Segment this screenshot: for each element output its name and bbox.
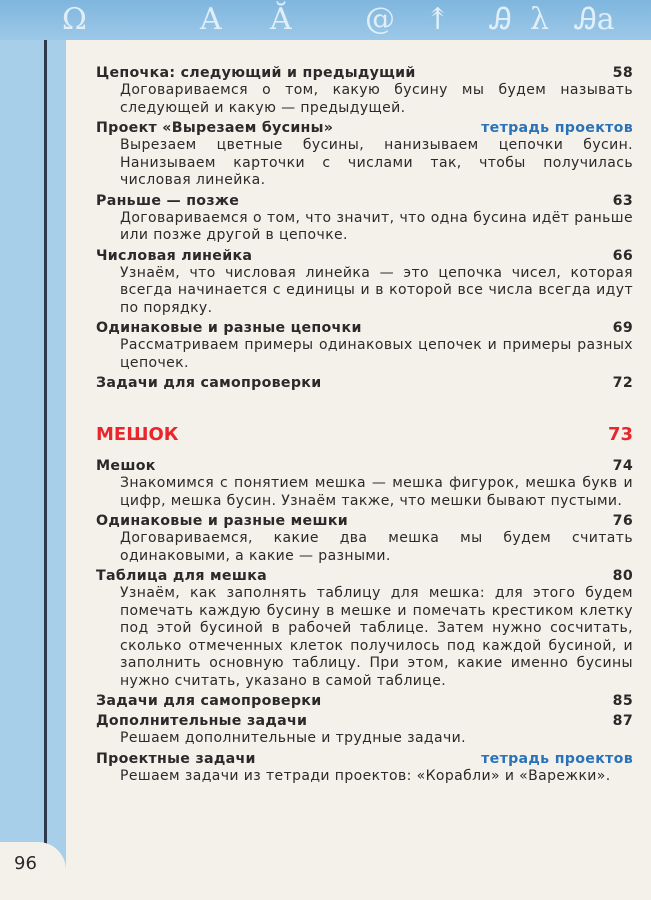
toc-entry-heading [96, 247, 633, 265]
toc-entry-description: Договариваемся, какие два мешка мы будем считать одинаковыми, а какие — разными. [120, 530, 633, 564]
person-figure-icon: ↟ [425, 2, 451, 37]
toc-entry-title: Задачи для самопроверки [96, 693, 322, 709]
toc-entry-title: Одинаковые и разные мешки [96, 513, 348, 529]
toc-entry-description: Узнаём, что числовая линейка — это цепочка чисел, которая всегда начинается с единицы и в которой все числа всегда идут по порядку. [120, 264, 633, 316]
toc-entry-heading [96, 119, 633, 137]
toc-entry-title: Проектные задачи [96, 750, 256, 767]
letters-aa-icon: Ꭿa [575, 2, 615, 37]
toc-entry-heading [96, 457, 633, 475]
toc-entry-page: 80 [612, 568, 633, 584]
at-sign-icon: @ [365, 2, 395, 37]
toc-entry-page: 58 [612, 65, 633, 81]
toc-entry-heading [96, 567, 633, 585]
toc-entry-title: Проект «Вырезаем бусины» [96, 120, 334, 136]
toc-entry-heading [96, 319, 633, 337]
toc-entry-heading [96, 512, 633, 530]
toc-entry-description: Договариваемся о том, какую бусину мы будем называть следующей и какую — предыдущей. [120, 82, 633, 116]
section-title: МЕШОК [96, 424, 179, 445]
toc-entry [96, 567, 633, 690]
toc-entry-description: Решаем дополнительные и трудные задачи. [120, 730, 467, 746]
letter-a-accent-icon: Ă [270, 2, 292, 37]
toc-entry-title: Числовая линейка [96, 247, 253, 264]
toc-entry-title: Одинаковые и разные цепочки [96, 320, 362, 336]
omega-letter-icon: Ω [62, 2, 87, 37]
toc-entry [96, 247, 633, 318]
section-page: 73 [607, 424, 633, 445]
toc-entry-description: Рассматриваем примеры одинаковых цепочек и примеры разных цепочек. [120, 337, 633, 371]
toc-entry-heading [96, 374, 633, 392]
toc-entry [96, 457, 633, 510]
page-number: 96 [14, 853, 37, 874]
toc-entry [96, 692, 633, 712]
lambda-icon: λ [530, 2, 550, 37]
sidebar-divider-line [44, 40, 47, 900]
toc-entry-heading [96, 750, 633, 768]
toc-part-chains [96, 64, 633, 394]
toc-entry-title: Раньше — позже [96, 192, 240, 209]
toc-entry-page: 63 [612, 192, 633, 209]
toc-entry-heading [96, 712, 633, 730]
toc-entry-heading [96, 64, 633, 82]
toc-entry-page: 72 [612, 375, 633, 391]
toc-entry-page: 74 [612, 458, 633, 474]
toc-entry-description: Знакомимся с понятием мешка — мешка фигурок, мешка букв и цифр, мешка бусин. Узнаём также, что мешки бывают пустыми. [120, 475, 633, 509]
header-banner [0, 0, 651, 40]
toc-entry-heading [96, 692, 633, 710]
toc-entry-page: 87 [612, 713, 633, 729]
toc-entry-description: Узнаём, как заполнять таблицу для мешка: для этого будем помечать каждую бусину в мешке и помечать крестиком клетку под этой бусиной в рабочей таблице. Затем нужно сосчитать, сколько отмеченных клеток получилось под каждой бусиной, и заполнить основную таблицу. При этом, какие именно бусины нужно считать, указано в самой таблице. [120, 585, 633, 689]
toc-entry-page: 85 [612, 693, 633, 709]
toc-entry [96, 374, 633, 394]
toc-entry-page: тетрадь проектов [481, 120, 633, 136]
toc-entry [96, 64, 633, 117]
toc-entry-description: Договариваемся о том, что значит, что одна бусина идёт раньше или позже другой в цепочке. [120, 209, 633, 243]
table-of-contents [96, 64, 633, 787]
toc-entry-description: Вырезаем цветные бусины, нанизываем цепочки бусин. Нанизываем карточки с числами так, чтобы получилась числовая линейка. [120, 137, 633, 188]
left-sidebar-band [0, 40, 66, 900]
toc-entry [96, 192, 633, 245]
section-heading [96, 424, 633, 445]
toc-entry-title: Задачи для самопроверки [96, 375, 322, 391]
toc-entry-page: 66 [612, 247, 633, 264]
toc-entry-description: Решаем задачи из тетради проектов: «Корабли» и «Варежки». [120, 767, 611, 784]
toc-entry-title: Цепочка: следующий и предыдущий [96, 65, 416, 81]
letter-a-icon: A [200, 2, 222, 37]
toc-entry-page: 69 [612, 320, 633, 336]
toc-entry-page: 76 [612, 513, 633, 529]
toc-entry-title: Мешок [96, 458, 156, 474]
toc-entry [96, 712, 633, 748]
toc-entry-heading [96, 192, 633, 210]
toc-entry [96, 119, 633, 190]
letter-script-a-icon: Ꭿ [490, 2, 512, 37]
toc-entry-title: Дополнительные задачи [96, 713, 308, 729]
toc-entry [96, 750, 633, 786]
toc-entry-title: Таблица для мешка [96, 568, 268, 584]
toc-entry [96, 319, 633, 372]
toc-entry [96, 512, 633, 565]
toc-part-bag [96, 457, 633, 785]
toc-entry-page: тетрадь проектов [481, 750, 633, 767]
